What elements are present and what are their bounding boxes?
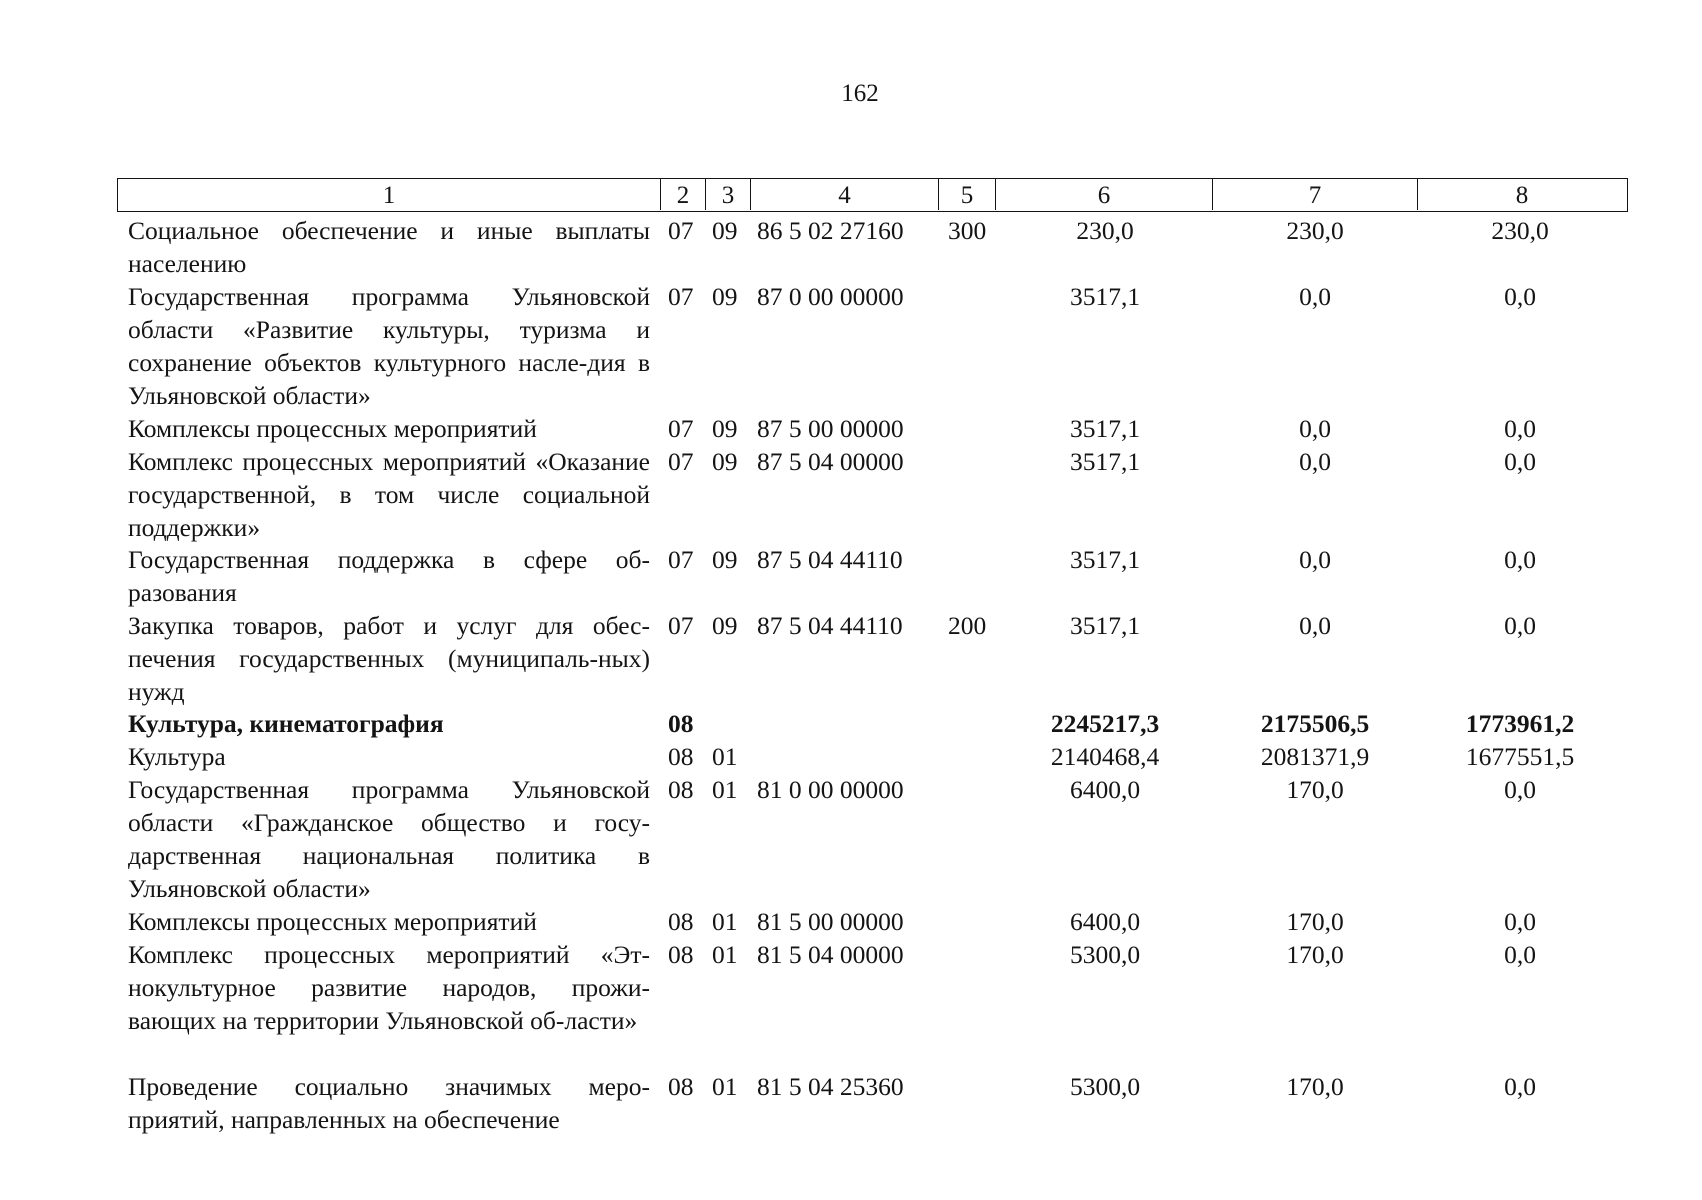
row-amount-col8: 0,0 — [1504, 1072, 1536, 1101]
row-target-code: 87 5 04 44110 — [757, 545, 903, 574]
row-amount-col6: 2245217,3 — [1050, 709, 1160, 738]
row-name: Государственная поддержка в сфере об-разования — [128, 545, 650, 607]
row-amount-col8: 0,0 — [1504, 545, 1536, 574]
row-amount-col8: 0,0 — [1504, 775, 1536, 804]
row-target-code: 81 5 04 25360 — [757, 1072, 904, 1101]
row-subsection: 09 — [712, 216, 738, 245]
row-subsection: 09 — [712, 414, 738, 443]
row-name: Закупка товаров, работ и услуг для обес-печения государственных (муниципаль-ных) нужд — [128, 611, 650, 706]
row-subsection: 09 — [712, 447, 738, 476]
row-subsection: 01 — [712, 742, 738, 771]
row-amount-col8: 1773961,2 — [1465, 709, 1575, 738]
row-amount-col6: 230,0 — [1076, 216, 1134, 245]
row-amount-col6: 3517,1 — [1069, 447, 1141, 476]
table-header — [117, 178, 1628, 212]
row-section: 08 — [668, 940, 694, 969]
row-name: Государственная программа Ульяновской области «Развитие культуры, туризма и сохранение объектов культурного насле-дия в Ульяновской области» — [128, 282, 650, 410]
row-section: 07 — [668, 414, 694, 443]
row-target-code: 81 5 00 00000 — [757, 907, 904, 936]
row-amount-col8: 0,0 — [1504, 940, 1536, 969]
row-name: Государственная программа Ульяновской области «Гражданское общество и госу-дарственная национальная политика в Ульяновской области» — [128, 775, 650, 903]
row-target-code: 87 5 00 00000 — [757, 414, 904, 443]
row-amount-col7: 0,0 — [1299, 447, 1331, 476]
row-amount-col7: 0,0 — [1299, 414, 1331, 443]
row-amount-col6: 5300,0 — [1069, 1072, 1141, 1101]
row-amount-col7: 2081371,9 — [1260, 742, 1370, 771]
row-subsection: 01 — [712, 940, 738, 969]
row-amount-col8: 0,0 — [1504, 414, 1536, 443]
row-section: 08 — [668, 742, 694, 771]
header-col-4: 4 — [750, 179, 938, 210]
row-amount-col8: 230,0 — [1491, 216, 1549, 245]
row-section: 08 — [668, 907, 694, 936]
row-name: Культура, кинематография — [128, 709, 444, 738]
row-amount-col8: 0,0 — [1504, 282, 1536, 311]
row-section: 07 — [668, 545, 694, 574]
row-target-code: 81 5 04 00000 — [757, 940, 904, 969]
header-col-1: 1 — [382, 182, 396, 209]
row-expense-type: 200 — [948, 611, 987, 640]
row-amount-col7: 2175506,5 — [1260, 709, 1370, 738]
header-col-3: 3 — [705, 179, 750, 210]
row-name: Социальное обеспечение и иные выплаты населению — [128, 216, 650, 278]
row-amount-col6: 3517,1 — [1069, 282, 1141, 311]
row-subsection: 09 — [712, 282, 738, 311]
row-amount-col7: 170,0 — [1286, 1072, 1344, 1101]
page-number: 162 — [841, 80, 879, 107]
row-section: 08 — [668, 1072, 694, 1101]
row-subsection: 01 — [712, 1072, 738, 1101]
row-section: 08 — [668, 775, 694, 804]
row-amount-col6: 6400,0 — [1069, 907, 1141, 936]
header-col-6: 6 — [995, 179, 1212, 210]
header-col-8: 8 — [1417, 179, 1626, 210]
row-amount-col7: 170,0 — [1286, 940, 1344, 969]
row-amount-col6: 3517,1 — [1069, 545, 1141, 574]
row-amount-col8: 0,0 — [1504, 611, 1536, 640]
row-section: 07 — [668, 447, 694, 476]
row-subsection: 01 — [712, 775, 738, 804]
row-amount-col7: 0,0 — [1299, 611, 1331, 640]
row-name: Комплекс процессных мероприятий «Оказание государственной, в том числе социальной поддержки» — [128, 447, 650, 542]
row-name: Культура — [128, 742, 226, 771]
row-target-code: 87 5 04 44110 — [757, 611, 903, 640]
row-target-code: 81 0 00 00000 — [757, 775, 904, 804]
row-expense-type: 300 — [948, 216, 987, 245]
row-subsection: 09 — [712, 545, 738, 574]
row-amount-col6: 3517,1 — [1069, 611, 1141, 640]
row-amount-col7: 170,0 — [1286, 775, 1344, 804]
row-target-code: 87 0 00 00000 — [757, 282, 904, 311]
row-amount-col7: 0,0 — [1299, 282, 1331, 311]
row-section: 07 — [668, 282, 694, 311]
row-amount-col6: 3517,1 — [1069, 414, 1141, 443]
row-amount-col8: 0,0 — [1504, 907, 1536, 936]
row-name: Комплексы процессных мероприятий — [128, 907, 537, 936]
row-amount-col6: 6400,0 — [1069, 775, 1141, 804]
header-col-5: 5 — [938, 179, 995, 210]
row-section: 07 — [668, 611, 694, 640]
row-amount-col7: 0,0 — [1299, 545, 1331, 574]
row-subsection: 09 — [712, 611, 738, 640]
row-amount-col7: 230,0 — [1286, 216, 1344, 245]
row-name: Комплексы процессных мероприятий — [128, 414, 537, 443]
row-amount-col8: 0,0 — [1504, 447, 1536, 476]
row-amount-col6: 5300,0 — [1069, 940, 1141, 969]
row-section: 08 — [668, 709, 694, 738]
header-col-7: 7 — [1212, 179, 1417, 210]
row-name: Комплекс процессных мероприятий «Эт-нокультурное развитие народов, прожи-вающих на территории Ульяновской об-ласти» — [128, 940, 650, 1035]
row-amount-col6: 2140468,4 — [1050, 742, 1160, 771]
row-name: Проведение социально значимых меро-приятий, направленных на обеспечение — [128, 1072, 650, 1134]
row-target-code: 86 5 02 27160 — [757, 216, 904, 245]
row-amount-col8: 1677551,5 — [1465, 742, 1575, 771]
row-subsection: 01 — [712, 907, 738, 936]
header-col-2: 2 — [660, 179, 705, 210]
row-target-code: 87 5 04 00000 — [757, 447, 904, 476]
row-section: 07 — [668, 216, 694, 245]
row-amount-col7: 170,0 — [1286, 907, 1344, 936]
